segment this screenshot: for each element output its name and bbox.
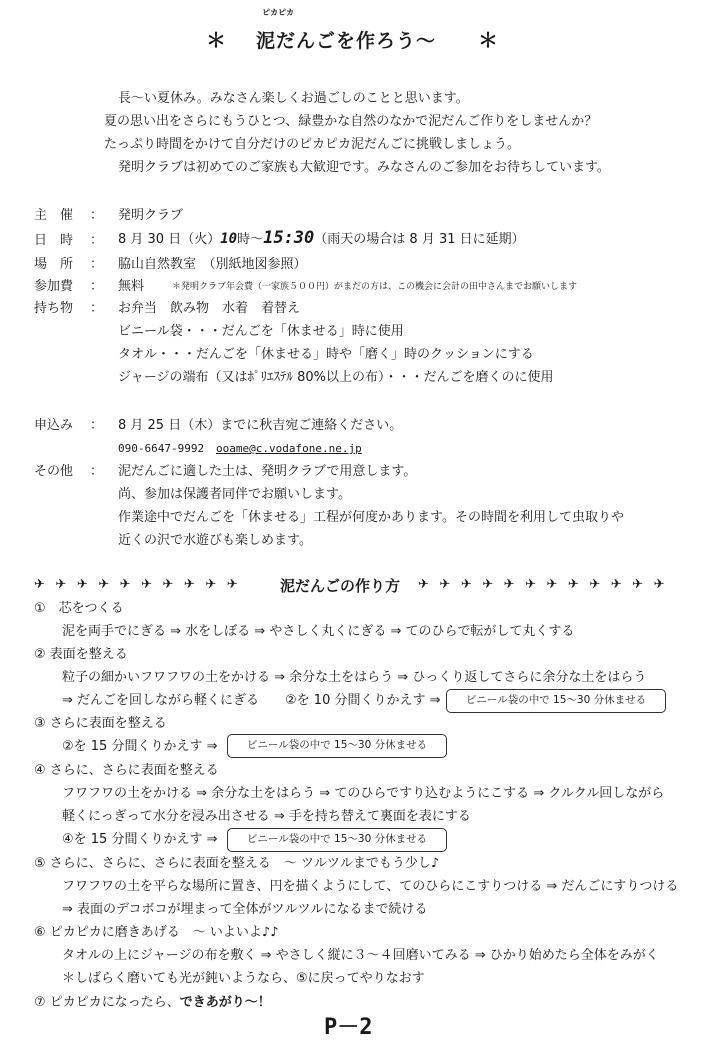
place-label: 場 所 [34, 257, 74, 272]
other-line-1: 泥だんごに適した土は、発明クラブで用意します。 [118, 464, 417, 479]
datetime-colon: ： [90, 233, 104, 248]
items-line-2: ビニール袋・・・だんごを「休ませる」時に使用 [118, 324, 404, 339]
step-2-head: ② 表面を整える [34, 647, 128, 662]
apply-phone: 090-6647-9992 [118, 442, 205, 455]
rest-note-box-1: ビニール袋の中で 15～30 分休ませる [446, 689, 666, 713]
items-line-3: タオル・・・だんごを「休ませる」時や「磨く」時のクッションにする [118, 347, 534, 362]
rest-note-box-2: ビニール袋の中で 15～30 分休ませる [227, 734, 447, 758]
other-colon: ： [90, 464, 104, 479]
step-5-head: ⑤ さらに、さらに、さらに表面を整える ～ ツルツルまでもう少し♪ [34, 856, 440, 871]
fee-note: ＊発明クラブ年会費（一家族５００円）がまだの方は、この機会に会計の田中さんまでお願いします [172, 282, 578, 292]
step-3-head: ③ さらに表面を整える [34, 716, 167, 731]
airplane-row-right-icon: ✈ ✈ ✈ ✈ ✈ ✈ ✈ ✈ ✈ ✈ ✈ ✈ [418, 577, 668, 592]
items-colon: ： [90, 301, 104, 316]
apply-email[interactable]: ooame@c.vodafone.ne.jp [216, 442, 362, 455]
place-value: 脇山自然教室 （別紙地図参照） [118, 257, 307, 272]
section-title: 泥だんごの作り方 [280, 577, 401, 595]
intro-line-1: 長～い夏休み。みなさん楽しくお過ごしのことと思います。 [118, 91, 469, 106]
items-line-1: お弁当 飲み物 水着 着替え [118, 301, 301, 316]
star-right-icon: ＊ [478, 28, 498, 52]
step-6-head: ⑥ ピカピカに磨きあげる ～ いよいよ♪♪ [34, 925, 279, 940]
fee-value: 無料 [118, 279, 145, 294]
step-1-line-1: 泥を両手でにぎる ⇒ 水をしぼる ⇒ やさしく丸くにぎる ⇒ てのひらで転がして丸くする [62, 624, 575, 639]
apply-value: 8 月 25 日（木）までに秋吉宛ご連絡ください。 [118, 418, 403, 433]
step-4-line-2: 軽くにっぎって水分を浸み出させる ⇒ 手を持ち替えて裏面を表にする [62, 809, 471, 824]
intro-line-3: たっぷり時間をかけて自分だけのピカピカ泥だんごに挑戦しましょう。 [104, 137, 521, 152]
step-3-line-1: ②を 15 分間くりかえす ⇒ [62, 739, 218, 754]
time-sep: 時～ [237, 232, 264, 247]
host-colon: ： [90, 208, 104, 223]
page-title: 泥だんごを作ろう～ [256, 30, 437, 52]
star-left-icon: ＊ [206, 28, 226, 52]
step-7-done: できあがり～！ [179, 995, 271, 1010]
other-line-4: 近くの沢で水遊びも楽しめます。 [118, 533, 312, 548]
step-7-text: ⑦ ピカピカになったら、 [34, 995, 180, 1010]
items-label: 持ち物 [34, 301, 74, 316]
items-line-4: ジャージの端布（又はﾎﾟﾘｴｽﾃﾙ 80%以上の布）・・・だんごを磨くのに使用 [118, 370, 554, 385]
start-hour: 10 [220, 231, 238, 247]
step-2-line-1: 粒子の細かいフワフワの土をかける ⇒ 余分な土をはらう ⇒ ひっくり返してさらに余分な土をはらう [62, 670, 647, 685]
airplane-row-left-icon: ✈ ✈ ✈ ✈ ✈ ✈ ✈ ✈ ✈ ✈ [34, 577, 241, 592]
rest-note-box-3: ビニール袋の中で 15～30 分休ませる [227, 828, 447, 852]
host-value: 発明クラブ [118, 208, 184, 223]
host-label: 主 催 [34, 208, 74, 223]
apply-colon: ： [90, 418, 104, 433]
step-5-line-1: フワフワの土を平らな場所に置き、円を描くようにして、てのひらにこすりつける ⇒ だんごにすりつける [62, 879, 679, 894]
step-4-line-1: フワフワの土をかける ⇒ 余分な土をはらう ⇒ てのひらですり込むようにこする ⇒ クルクル回しながら [62, 786, 665, 801]
datetime-value [118, 229, 525, 249]
step-1-head: ① 芯をつくる [34, 601, 124, 616]
fee-colon: ： [90, 279, 104, 294]
other-line-2: 尚、参加は保護者同伴でお願いします。 [118, 487, 351, 502]
fee-label: 参加費 [34, 279, 74, 294]
step-6-line-1: タオルの上にジャージの布を敷く ⇒ やさしく縦に３～４回磨いてみる ⇒ ひかり始めたら全体をみがく [62, 948, 659, 963]
step-7-head [34, 994, 271, 1012]
apply-label: 申込み [34, 418, 74, 433]
intro-line-2: 夏の思い出をさらにもうひとつ、緑豊かな自然のなかで泥だんご作りをしませんか？ [104, 114, 598, 129]
date-text: 8 月 30 日（火） [118, 232, 221, 247]
step-5-line-2: ⇒ 表面のデコボコが埋まって全体がツルツルになるまで続ける [62, 902, 428, 917]
title-ruby: ピカピカ [262, 8, 294, 17]
rain-note: （雨天の場合は 8 月 31 日に延期） [314, 232, 525, 247]
other-line-3: 作業途中でだんごを「休ませる」工程が何度かあります。その時間を利用して虫取りや [118, 510, 624, 525]
datetime-label: 日 時 [34, 233, 74, 248]
page-number: P－2 [324, 1015, 373, 1040]
step-6-line-2: ＊しばらく磨いても光が鈍いようなら、⑤に戻ってやりなおす [62, 971, 425, 986]
other-label: その他 [34, 464, 74, 479]
step-2-line-2: ⇒ だんごを回しながら軽くにぎる ②を 10 分間くりかえす ⇒ [62, 693, 441, 708]
place-colon: ： [90, 257, 104, 272]
step-4-line-3: ④を 15 分間くりかえす ⇒ [62, 832, 218, 847]
step-4-head: ④ さらに、さらに表面を整える [34, 763, 219, 778]
end-time: 15:30 [263, 228, 315, 248]
intro-line-4: 発明クラブは初めてのご家族も大歓迎です。みなさんのご参加をお待ちしています。 [118, 160, 610, 175]
